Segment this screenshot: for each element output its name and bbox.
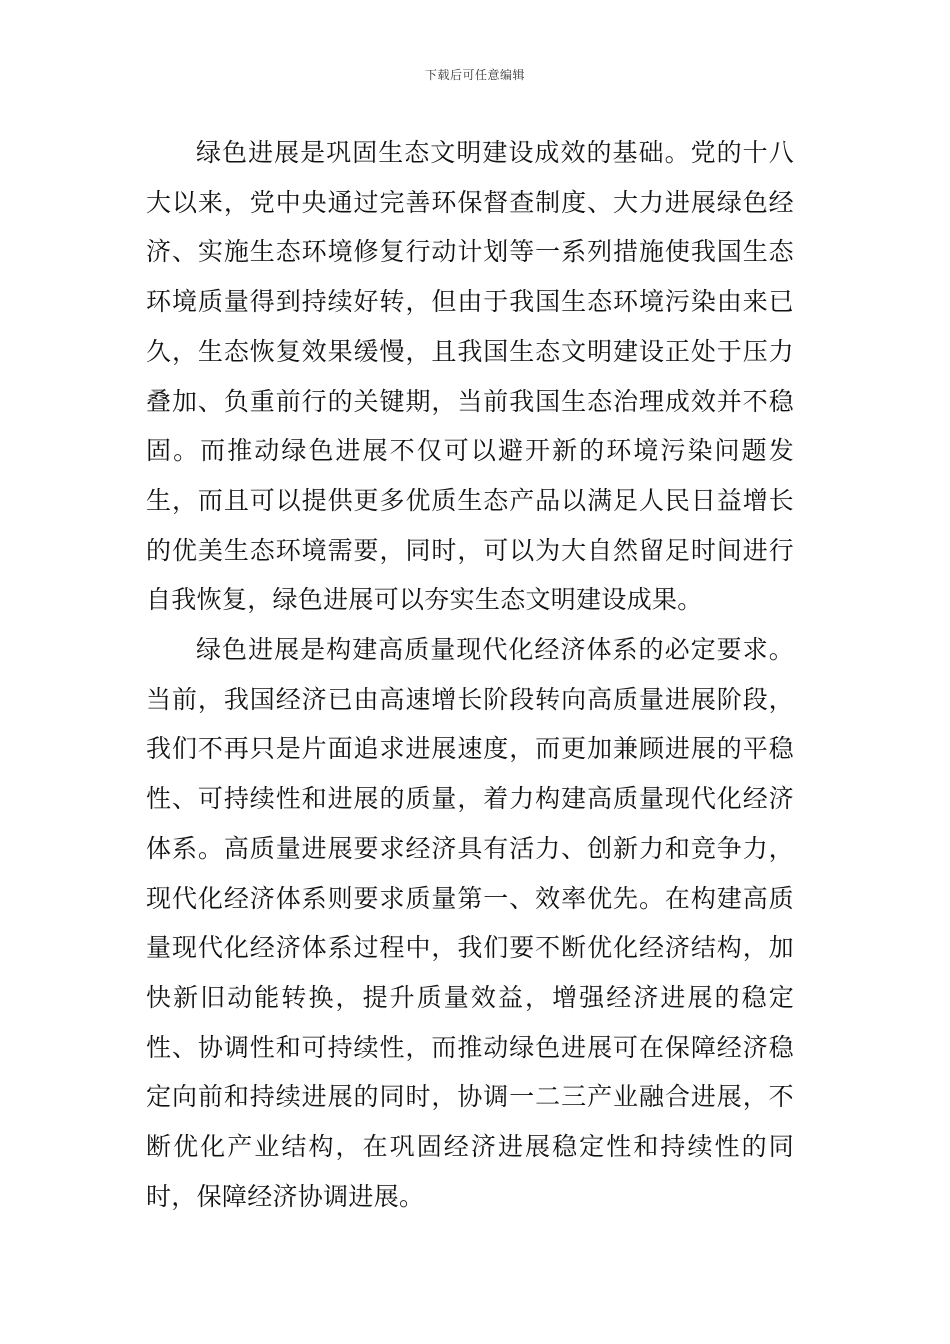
paragraph-2: 绿色进展是构建高质量现代化经济体系的必定要求。当前，我国经济已由高速增长阶段转向高质量进展阶段，我们不再只是片面追求进展速度，而更加兼顾进展的平稳性、可持续性和进展的质量，着力构建高质量现代化经济体系。高质量进展要求经济具有活力、创新力和竞争力，现代化经济体系则要求质量第一、效率优先。在构建高质量现代化经济体系过程中，我们要不断优化经济结构，加快新旧动能转换，提升质量效益，增强经济进展的稳定性、协调性和可持续性，而推动绿色进展可在保障经济稳定向前和持续进展的同时，协调一二三产业融合进展，不断优化产业结构，在巩固经济进展稳定性和持续性的同时，保障经济协调进展。 bbox=[146, 635, 794, 1211]
page-header: 下载后可任意编辑 bbox=[424, 68, 525, 82]
paragraph-1: 绿色进展是巩固生态文明建设成效的基础。党的十八大以来，党中央通过完善环保督查制度、大力进展绿色经济、实施生态环境修复行动计划等一系列措施使我国生态环境质量得到持续好转，但由于我国生态环境污染由来已久，生态恢复效果缓慢，且我国生态文明建设正处于压力叠加、负重前行的关键期，当前我国生态治理成效并不稳固。而推动绿色进展不仅可以避开新的环境污染问题发生，而且可以提供更多优质生态产品以满足人民日益增长的优美生态环境需要，同时，可以为大自然留足时间进行自我恢复，绿色进展可以夯实生态文明建设成果。 bbox=[146, 138, 794, 615]
document-body bbox=[146, 128, 794, 1221]
